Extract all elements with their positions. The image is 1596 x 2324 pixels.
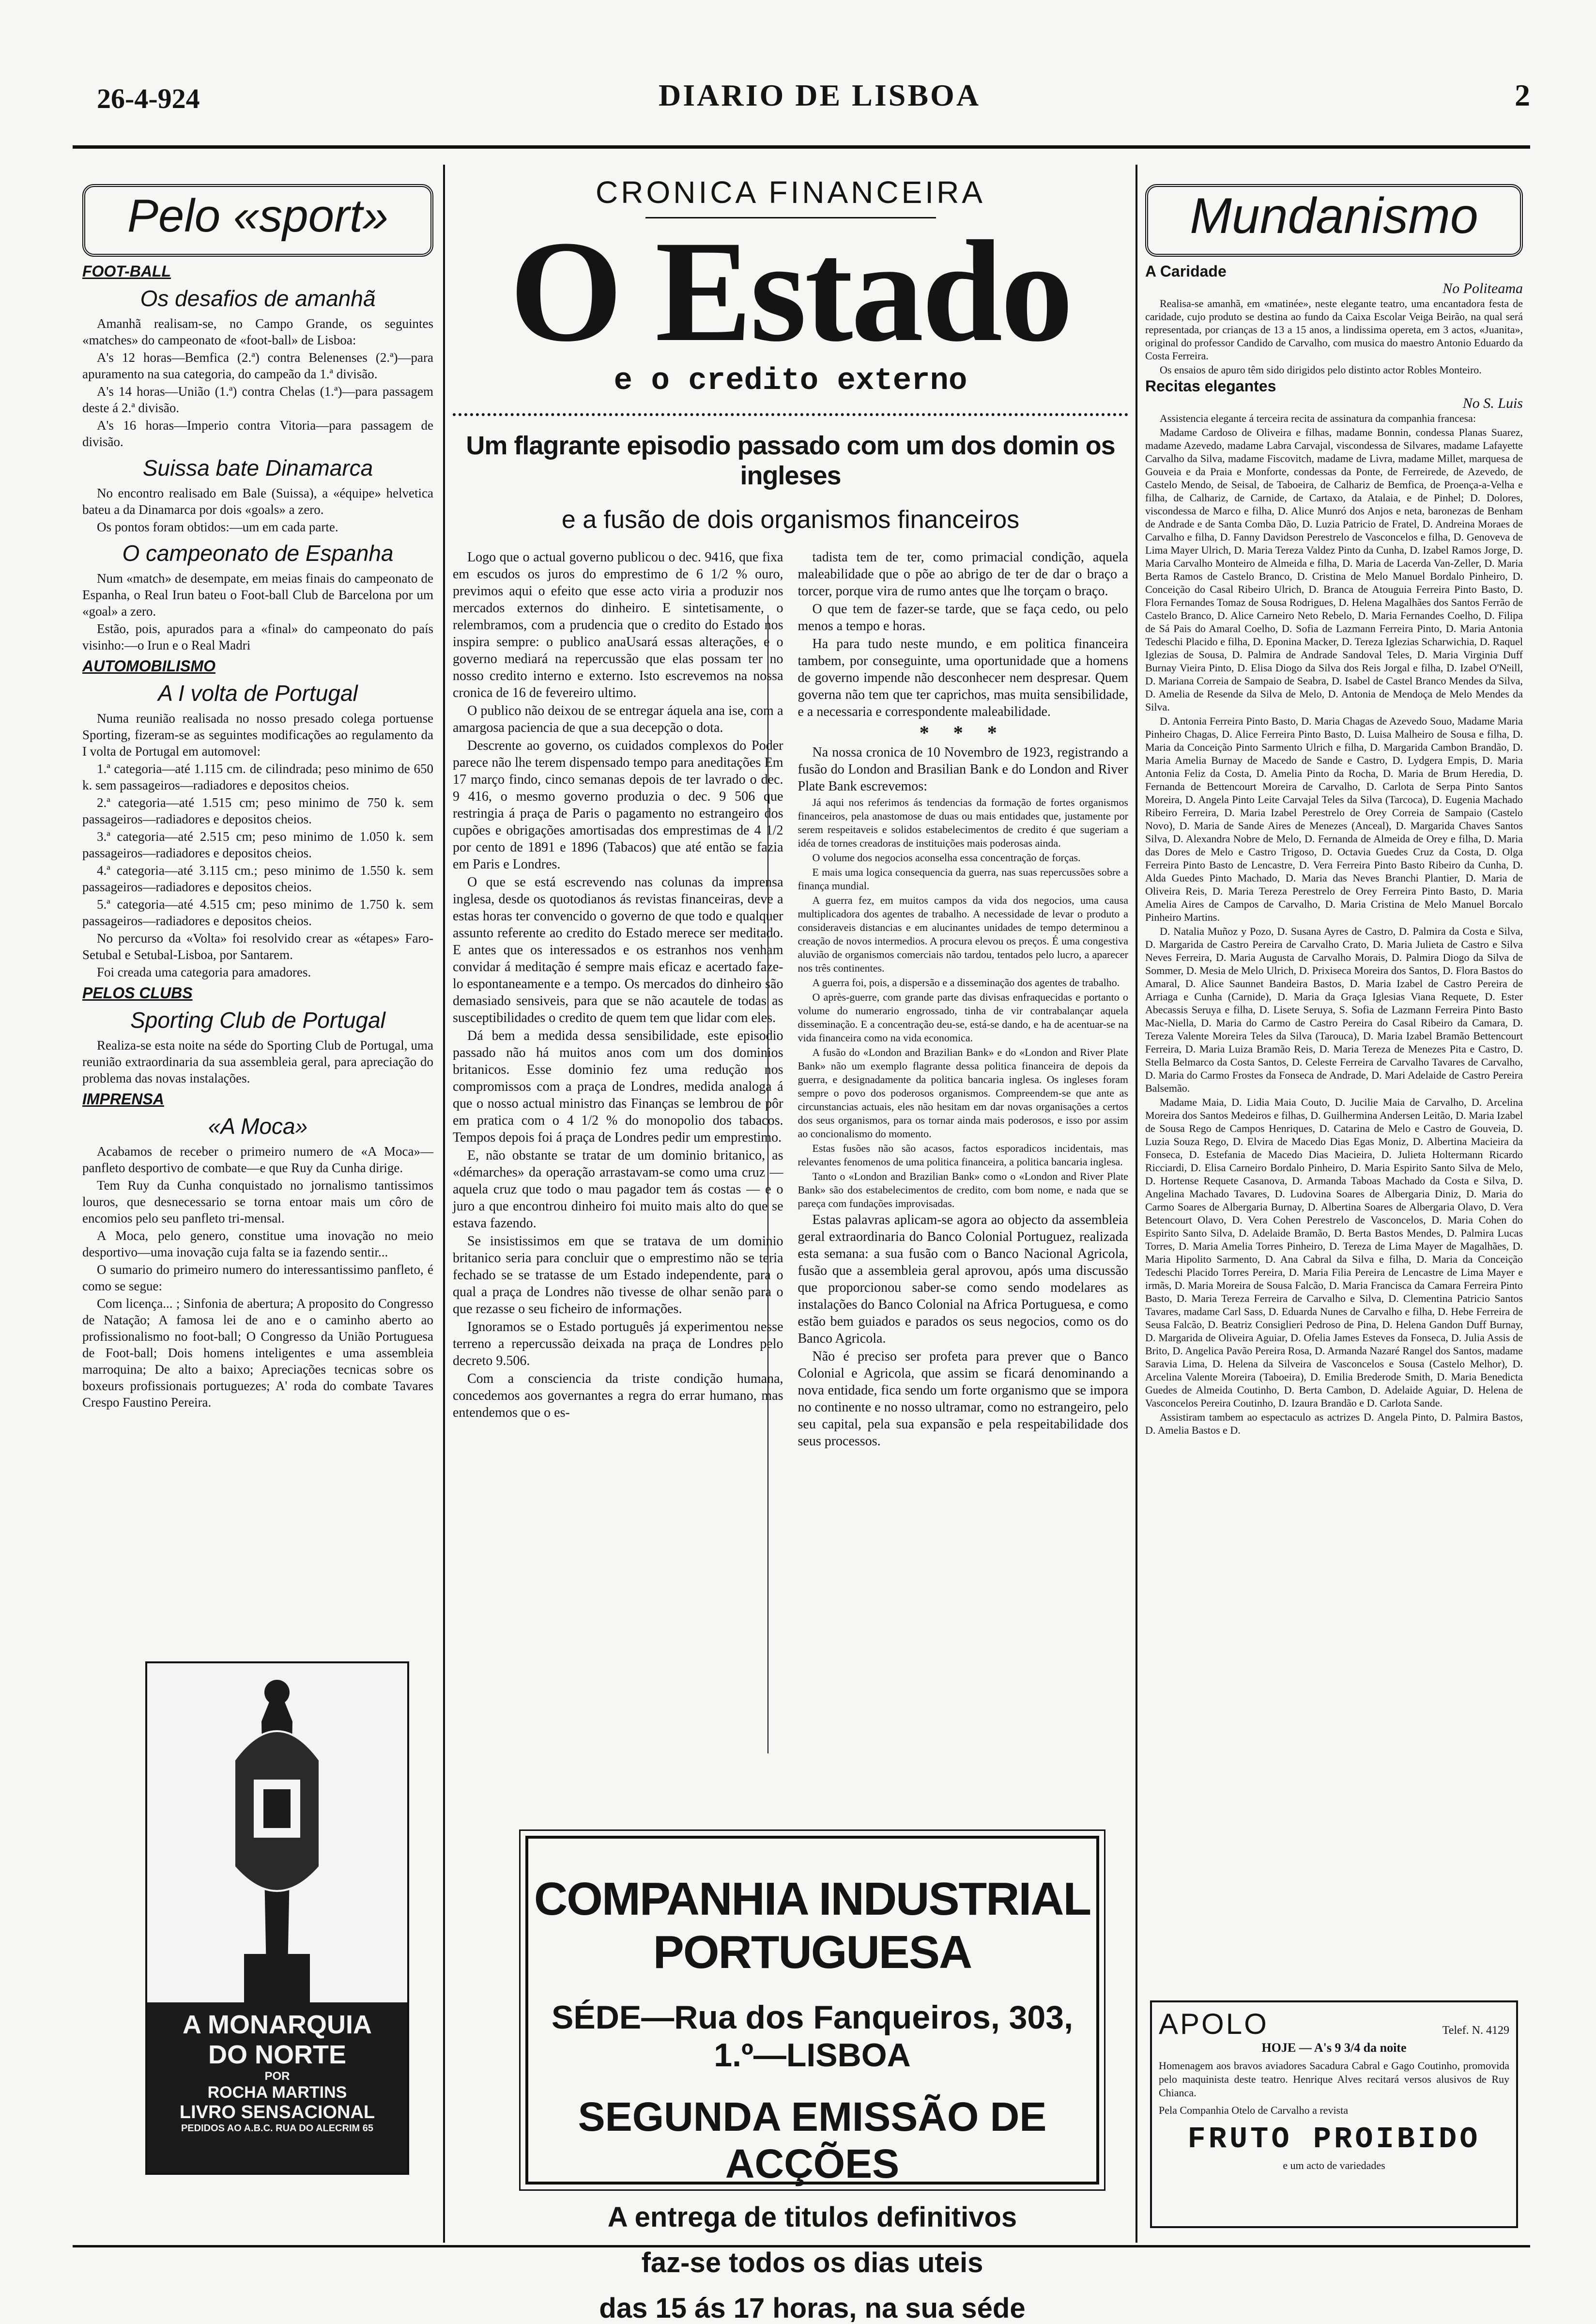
article-paragraph: Com a consciencia da triste condição humana, concedemos aos governantes a regra do errar humano, mas entendemos que o es-	[453, 1371, 783, 1420]
article-paragraph: Na nossa cronica de 10 Novembro de 1923, registrando a fusão do London and Brasilian Bank e do London and River Plate Bank escrevemos:	[798, 745, 1128, 794]
company-advert	[525, 1836, 1099, 2324]
advert-address: SÉDE—Rua dos Fanqueiros, 303, 1.º—LISBOA	[552, 1999, 1073, 2074]
article-paragraph: Os pontos foram obtidos:—um em cada parte.	[97, 520, 338, 534]
section-clubs: PELOS CLUBS	[82, 984, 193, 1002]
article-paragraph: Ha para tudo neste mundo, e em politica financeira tambem, por conseguinte, uma oportunidade que a homens de governo impende não desconhecer nem despresar. Quem governa não tem que ter caprichos, mas muita sensibilidade, e a necessaria e correspondente maleabilidade.	[798, 636, 1128, 719]
society-column	[1145, 184, 1523, 1937]
apolo-text-2: Pela Companhia Otelo de Carvalho a revista	[1159, 2104, 1348, 2116]
article-paragraph: Estão, pois, apurados para a «final» do campeonato do país visinho:—o Irun e o Real Madri	[82, 621, 433, 652]
society-box-title: Mundanismo	[1145, 184, 1523, 257]
article-paragraph: Estas palavras aplicam-se agora ao objecto da assembleia geral extraordinaria do Banco Colonial Portuguez, realizada esta semana: a sua fusão com o Banco Nacional Agricola, fusão que a assembleia geral aprovou, após uma discussão que proporcionou saber-se como sendo modelares as instalações do Banco Colonial na Africa Portuguesa, e como estão bem guiados e parados os seus negocios, como os do Banco Agricola.	[798, 1212, 1128, 1346]
article-paragraph: O que se está escrevendo nas colunas da imprensa inglesa, desde os quotodianos ás revistas financeiras, deve a estas horas ter convencido o governo de que todo e qualquer assunto referente ao credito do Estado merece ser meditado. E antes que os interessados e os estranhos nos venham convidar á meditação é sempre mais eficaz e acertado faze-lo espontaneamente e a tempo. Os mercados do dinheiro são demasiado sensiveis, para que se não acautele de todas as susceptibilidades o credito de quem tem que lidar com eles.	[453, 875, 783, 1025]
quote-paragraph: A fusão do «London and Brazilian Bank» e do «London and River Plate Bank» não um exemplo flagrante dessa politica financeira de depois da guerra, e designadamente da politica bancaria inglesa. Os ingleses foram sempre o povo dos poderosos organismos. Compreendem-se que ante as circunstancias actuais, eles não hesitam em dar novas organisações a certos dos seus organismos, para os tornar ainda mais poderosos, e isso por assim ao concionalismo do momento.	[798, 1046, 1128, 1140]
apolo-text-3: e um acto de variedades	[1283, 2159, 1385, 2171]
quote-paragraph: A guerra foi, pois, a dispersão e a disseminação dos agentes de trabalho.	[812, 976, 1120, 989]
quote-paragraph: E mais uma logica consequencia da guerra, nas suas repercussões sobre a finança mundial.	[798, 866, 1128, 892]
apolo-text-1: Homenagem aos bravos aviadores Sacadura Cabral e Gago Coutinho, promovida pelo maquinista deste teatro. Henrique Alves recitará versos alusivos de Ruy Chianca.	[1159, 2060, 1509, 2099]
quote-paragraph: O volume dos negocios aconselha essa concentração de forças.	[812, 852, 1081, 864]
article-paragraph: Realiza-se esta noite na séde do Sporting Club de Portugal, uma reunião extraordinaria da sua assembleia geral, para apreciação do problema das novas instalações.	[82, 1038, 433, 1085]
advert-line-4: A entrega de titulos definitivos	[607, 2201, 1017, 2233]
article-paragraph: 5.ª categoria—até 4.515 cm; peso minimo de 1.750 k. sem passageiros—radiadores e depositos cheios.	[82, 897, 433, 928]
quote-paragraph: Tanto o «London and Brazilian Bank» como o «London and River Plate Bank» são dos estabelecimentos de credito, com bom nome, e nada que se pareça com fundações improvisadas.	[798, 1170, 1128, 1209]
article-paragraph: Não é preciso ser profeta para prever que o Banco Colonial e Agricola, que assim se ficará denominando a nova entidade, fica sendo um forte organismo que se impora no continente e no nosso ultramar, como no estrangeiro, pelo seu capital, pela sua expansão e pela respeitabilidade dos seus processos.	[798, 1349, 1128, 1449]
article-paragraph: No encontro realisado em Bale (Suissa), a «équipe» helvetica bateu a da Dinamarca por dois «goals» a zero.	[82, 486, 433, 517]
monument-illustration	[147, 1663, 407, 2002]
apolo-play-title: FRUTO PROIBIDO	[1187, 2122, 1481, 2156]
article-paragraph: 1.ª categoria—até 1.115 cm. de cilindrada; peso minimo de 650 k. sem passageiros—radiadores e depositos cheios.	[82, 761, 433, 792]
page-number: 2	[1515, 78, 1530, 112]
column-rule-right	[1136, 165, 1137, 2243]
article-paragraph: Com licença... ; Sinfonia de abertura; A proposito do Congresso de Natação; A famosa lei de ano e o caminho aberto ao profissionalismo no foot-ball; O Congresso da União Portuguesa de Foot-ball; Dois homens inteligentes e uma assembleia marroquina; De alto a baixo; Apreciações tecnicas sobre os boxeurs profissionais portuguezes; A' roda do combate Tavares Crespo Faustino Pereira.	[82, 1296, 433, 1410]
advert-emission: SEGUNDA EMISSÃO DE ACÇÕES	[578, 2094, 1047, 2186]
apolo-header	[1159, 2007, 1509, 2041]
financial-chronicle	[453, 174, 1128, 1763]
article-paragraph: Ignoramos se o Estado português já experimentou nesse terreno a repercussão deixada na praça de Londres pelo decreto 9.506.	[453, 1319, 783, 1368]
advert-line-5: faz-se todos os dias uteis	[641, 2247, 983, 2278]
chronicle-kicker: CRONICA FINANCEIRA	[596, 175, 985, 210]
book-poster	[145, 1661, 409, 2175]
article-paragraph: A's 16 horas—Imperio contra Vitoria—para passagem de divisão.	[82, 418, 433, 449]
article-paragraph: Os ensaios de apuro têm sido dirigidos pelo distinto actor Robles Monteiro.	[1160, 364, 1482, 376]
article-paragraph: No percurso da «Volta» foi resolvido crear as «étapes» Faro-Setubal e Setubal-Lisboa, por Santarem.	[82, 931, 433, 962]
article-paragraph: Madame Maia, D. Lidia Maia Couto, D. Jucilie Maia de Carvalho, D. Arcelina Moreira dos Santos Medeiros e filhas, D. Guilhermina Andersen Leitão, D. Maria Izabel de Sousa Rego de Campos Henriques, D. Catarina de Melo e Castro de Gouveia, D. Luzia Souza Rego, D. Elvira de Macedo Dias Egas Moniz, D. Albertina Macieira da Fonseca, D. Estefania de Macedo Dias Macieira, D. Julieta Holtermann Ricardo Ricciardi, D. Elisa Carneiro Bordalo Pinheiro, D. Maria Espirito Santo Silva de Melo, D. Hortense Requete Casanova, D. Armanda Taboas Machado da Costa e Silva, D. Angelina Machado Tavares, D. Ludovina Soares de Albergaria Diniz, D. Maria do Carmo Soares de Albergaria Burnay, D. Albertina Soares de Albergaria Olavo, D. Vera Betencourt Olavo, D. Vera Cohen Perestrelo de Vasconcelos, D. Maria Cohen do Espirito Santo Silva, D. Adelaide Bramão, D. Berta Bastos Mendes, D. Palmira Lucas Torres, D. Maria Amelia Torres Pinheiro, D. Tereza de Lima Mayer de Magalhães, D. Maria Hipolito Sarmento, D. Ana Cabral da Silva e filha, D. Maria da Conceição Tedeschi Placido Torres Pereira, D. Maria Filia Pereira de Lencastre de Lima Mayer e irmãs, D. Maria Moreira de Sousa Falcão, D. Maria Francisca da Camara Ferreira Pinto Basto, D. Maria Tereza Ferreira de Carvalho e Silva, D. Clementina Patricio Santos Tavares, madame Carl Sass, D. Eduarda Nunes de Carvalho e filha, D. Hebe Ferreira de Seusa Falcão, D. Beatriz Consiglieri Pedroso de Pina, D. Helena Gandon Duff Burnay, D. Margarida de Oliveira Aguiar, D. Ofelia James Esteves da Fonseca, D. Julia Assis de Brito, D. Angelica Pavão Pereira Rosa, D. Armanda Nazaré Rangel dos Santos, madame Saravia Lima, D. Helena da Silveira de Vasconcelos e Sousa (Castelo Melhor), D. Arcelina Valente Moreira (Taboeira), D. Emilia Brederode Smith, D. Maria Benedicta Guedes de Almeida Coutinho, D. Berta Cambon, D. Adelaide Aguiar, D. Helena de Vasconcelos Pereira Coutinho, D. Izaura Brandão e D. Carlota Sande.	[1145, 1096, 1523, 1409]
section-stars: * * *	[919, 722, 1007, 744]
article-paragraph: Descrente ao governo, os cuidados complexos do Poder parece não lhe terem dispensado tempo para aneditações Em 17 março findo, cinco semanas depois de ter lavrado o dec. 9 416, o mesmo governo produzia o dec. 9 506 que restringia á praça de Paris o pagamento no estrangeiro dos cupões e obrigações amortisadas dos emprestimas de 4 1/2 por cento de 1891 e 1896 (Tabacos) que até então se fazia em Paris e Londres.	[453, 738, 783, 872]
sport-column	[82, 184, 433, 1589]
chronicle-left-text	[453, 549, 783, 1451]
society-subhead-charity: A Caridade	[1145, 263, 1227, 280]
article-paragraph: Num «match» de desempate, em meias finais do campeonato de Espanha, o Real Irun bateu o Foot-ball Club de Barcelona por um «goal» a zero.	[82, 571, 433, 619]
apolo-theatre-ad	[1150, 2000, 1518, 2228]
poster-author: ROCHA MARTINS	[207, 2083, 347, 2102]
section-imprensa: IMPRENSA	[82, 1090, 164, 1108]
chronicle-right-text	[798, 549, 1129, 1451]
advert-line-6: das 15 ás 17 horas, na sua séde	[599, 2293, 1026, 2324]
quote-paragraph: O après-guerre, com grande parte das divisas enfraquecidas e portanto o volume do numerario engrossado, tinha de vir contrabalançar aquela disseminação. E a concentração deu-se, está-se dando, e ha de acentuar-se na vida financeira como na vida economica.	[798, 991, 1128, 1044]
chronicle-subtitle: e o credito externo	[614, 364, 967, 399]
article-paragraph: 4.ª categoria—até 3.115 cm.; peso minimo de 1.550 k. sem passageiros—radiadores e depositos cheios.	[82, 863, 433, 894]
article-paragraph: Amanhã realisam-se, no Campo Grande, os seguintes «matches» do campeonato de «foot-ball» de Lisboa:	[82, 316, 433, 347]
article-paragraph: Madame Cardoso de Oliveira e filhas, madame Bonnin, condessa Planas Suarez, madame Azevedo, madame Labra Carvajal, viscondessa de Silvares, madame Lafayette Carvalho da Silva, madame Fiscovitch, madame de Livra, madame Millet, marquesa de Gouveia e da Praia e Monforte, condessas da Ponte, de Ferreirede, de Azevedo, de Castelo Mendo, de Seisal, de Taboeira, de Calhariz de Bemfica, de Proença-a-Velha e filha, de Calhariz, de Carnide, de Cartaxo, da Atalaia, e de Pinhel; D. Dolores, viscondessa de Marco e filha, D. Alice Munró dos Anjos e neta, baronezas de Benham de Andrade e de Santa Comba Dão, D. Luzia Patricio de Fratel, D. Andreina Moraes de Carvalho e filha, D. Fanny Davidson Perestrelo de Vasconcelos e filha, D. Genoveva de Lima Mayer Ulrich, D. Maria Tereza Valdez Pinto da Cunha, D. Izabel Ramos Jorge, D. Maria Carvalho Monteiro de Almeida e filha, D. Maria de Lacerda Van-Zeller, D. Maria Berta Ramos de Castelo Branco, D. Cristina de Melo Manuel Bordalo Pinheiro, D. Conceição do Casal Ribeiro Ulrich, D. Branca de Atouguia Ferreira Pinto Basto, D. Flora Fernandes Tomaz de Sousa Rodrigues, D. Helena Magalhães dos Santos Ferrão de Castelo Branco, D. Alice Carneiro Neto Rebelo, D. Maria Fernandes Coelho, D. Filipa de Sá Pais do Amaral Coelho, D. Sofia de Lazmann Ferreira Pinto, D. Maria Antonia Tedeschi Placido e filha, D. Eponina Macker, D. Tereza Iglezias Scharwichia, D. Raquel Iglezias de Sousa, D. Palmira de Andrade Sandoval Teles, D. Maria Virginia Duff Burnay Vieira Pinto, D. Elisa Diogo da Silva dos Reis Jorgal e filha, D. Izabel O'Neill, D. Mariana Correia de Sampaio de Seabra, D. Isabel de Castel Branco Mendes da Silva, D. Amelia de Resende da Silva de Melo, D. Antonia de Mendoça de Melo Mendes da Silva.	[1145, 426, 1523, 713]
quote-paragraph: A guerra fez, em muitos campos da vida dos negocios, uma causa multiplicadora dos agentes de trabalho. A necessidade de levar o produto a consideraveis distancias e em alucinantes unidades de tempo determinou a creação de novos intermedios. A procura elevou os preços. É uma congestiva aluvião de organismos comerciais não tardou, tentados pelo lucro, a aparecer nos três continentes.	[798, 894, 1128, 974]
poster-title-2: DO NORTE	[208, 2040, 346, 2069]
article-paragraph: O que tem de fazer-se tarde, que se faça cedo, ou pelo menos a tempo e horas.	[798, 602, 1128, 634]
article-paragraph: A's 14 horas—União (1.ª) contra Chelas (1.ª)—para passagem deste á 2.ª divisão.	[82, 384, 433, 415]
poster-tagline: LIVRO SENSACIONAL	[179, 2102, 375, 2123]
article-paragraph: tadista tem de ter, como primacial condição, aquela maleabilidade que o põe ao abrigo de ter de dar o braço a torcer, porque vira de rumo antes que lhe torçam o braço.	[798, 550, 1128, 599]
chronicle-body	[453, 549, 1128, 1451]
headline-sporting: Sporting Club de Portugal	[130, 1007, 385, 1033]
poster-orders: PEDIDOS AO A.B.C. RUA DO ALECRIM 65	[181, 2123, 374, 2134]
society-subhead-recitals: Recitas elegantes	[1145, 377, 1276, 395]
headline-suissa: Suissa bate Dinamarca	[142, 455, 373, 480]
article-paragraph: Realisa-se amanhã, em «matinée», neste elegante teatro, uma encantadora festa de caridade, cujo produto se destina ao fundo da Caixa Escolar Veiga Beirão, na qual será representada, por crianças de 13 a 15 anos, a lindissima opereta, em 3 actos, «Juanita», original do professor Candido de Carvalho, com musica do maestro Antonio Eduardo da Costa Ferreira.	[1145, 297, 1523, 362]
society-byline-2: No S. Luis	[1462, 395, 1523, 411]
headline-espanha: O campeonato de Espanha	[122, 541, 394, 566]
article-paragraph: 3.ª categoria—até 2.515 cm; peso minimo de 1.050 k. sem passageiros—radiadores e depositos cheios.	[82, 829, 433, 860]
article-paragraph: 2.ª categoria—até 1.515 cm; peso minimo de 750 k. sem passageiros—radiadores e depositos cheios.	[82, 795, 433, 826]
society-byline-1: No Politeama	[1443, 280, 1523, 296]
apolo-name: APOLO	[1159, 2008, 1269, 2040]
apolo-phone: Telef. N. 4129	[1442, 2024, 1509, 2037]
article-paragraph: Foi creada uma categoria para amadores.	[97, 965, 311, 979]
poster-by: POR	[264, 2070, 290, 2083]
article-paragraph: D. Natalia Muñoz y Pozo, D. Susana Ayres de Castro, D. Palmira da Costa e Silva, D. Margarida de Castro Pereira de Carvalho Crato, D. Maria Julieta de Castro e Silva Neves Ferreira, D. Maria Augusta de Carvalho Morais, D. Palmira Diogo da Silva de Sommer, D. Mesia de Melo Ulrich, D. Prixiseca Moreira dos Santos, D. Flora Bastos do Amaral, D. Alice Saunnet Bandeira Bastos, D. Maria Izabel de Castro Pereira de Arriaga e Cunha (Carnide), D. Maria da Graça Iglesias Viana Requete, D. Ester Abecassis Seruya e filha, D. Lisete Seruya, S. Sofia de Lazmann Ferreira Pinto Basto Mac-Niella, D. Maria do Carmo de Castro Pereira do Casal Ribeiro da Camara, D. Tereza Valente Moreira Teles da Silva (Tarouca), D. Maria Izabel Bramão Bettencourt Ferreira, D. Maria Luiza Bramão Reis, D. Maria Tereza de Menezes Pita e Castro, D. Stella Belmarco da Costa Santos, D. Celeste Ferreira de Carvalho Tavares de Carvalho, D. Maria do Carmo Frostes da Fonseca de Andrade, D. Mari Adelaide de Castro Pereira Balsemão.	[1145, 925, 1523, 1094]
article-paragraph: A Moca, pelo genero, constitue uma inovação no meio desportivo—uma inovação cuja falta se ia fazendo sentir...	[82, 1228, 433, 1259]
article-paragraph: Numa reunião realisada no nosso presado colega portuense Sporting, fizeram-se as seguintes modificações ao regulamento da I volta de Portugal em automovel:	[82, 711, 433, 759]
column-rule-left	[443, 165, 445, 2243]
article-paragraph: Se insistissimos em que se tratava de um dominio britanico seria para concluir que o emprestimo não se teria fechado se se tratasse de um Estado independente, para o qual a praça de Londres não tivesse de olhar senão para o que rezasse o seu ficheiro de informações.	[453, 1234, 783, 1317]
quote-paragraph: Já aqui nos referimos ás tendencias da formação de fortes organismos financeiros, pela anastomose de duas ou mais entidades que, justamente por serem respeitaveis e solidos estabelecimentos de credito é que sugeriam a idéa de tornes creadoras de instituições mais poderosas ainda.	[798, 796, 1128, 849]
section-automobilismo: AUTOMOBILISMO	[82, 657, 215, 675]
poster-title-1: A MONARQUIA	[183, 2010, 372, 2039]
chronicle-lead-1: Um flagrante episodio passado com um dos domin os ingleses	[466, 431, 1115, 490]
advert-company: COMPANHIA INDUSTRIAL PORTUGUESA	[534, 1873, 1091, 1978]
article-paragraph: Dá bem a medida dessa sensibilidade, este episodio passado não há muitos anos com um dos dominios britanicos. Esse dominio fez uma redução nos compromissos com a praça de Londres, medida analoga á que o nosso actual ministro das Finanças se lembrou de pôr em pratica com o 4 1/2 % do monopolio dos tabacos. Tempos depois foi á praça de Londres pedir um emprestimo.	[453, 1028, 783, 1145]
headline-desafios: Os desafios de amanhã	[140, 286, 376, 311]
apolo-tonight: HOJE — A's 9 3/4 da noite	[1261, 2041, 1407, 2055]
newspaper-name: DIARIO DE LISBOA	[659, 78, 981, 112]
chronicle-title: O Estado	[509, 211, 1072, 372]
dotted-rule	[453, 413, 1128, 416]
article-paragraph: Assistencia elegante á terceira recita de assinatura da companhia francesa:	[1160, 412, 1476, 424]
chronicle-lead-2: e a fusão de dois organismos financeiros	[561, 506, 1020, 534]
masthead	[97, 77, 1530, 121]
article-paragraph: O publico não deixou de se entregar áquela ana ise, com a amargosa paciencia de que a sua decepção o dota.	[453, 703, 783, 735]
article-paragraph: Assistiram tambem ao espectaculo as actrizes D. Angela Pinto, D. Palmira Bastos, D. Amelia Bastos e D.	[1145, 1411, 1523, 1436]
sport-box-title: Pelo «sport»	[82, 184, 433, 257]
article-paragraph: O sumario do primeiro numero do interessantissimo panfleto, é como se segue:	[82, 1262, 433, 1293]
article-paragraph: Logo que o actual governo publicou o dec. 9416, que fixa em escudos os juros do emprestimo de 6 1/2 % ouro, previmos aqui o efeito que esse acto viria a produzir nos mercados externos do dinheiro. E sintetisamente, o relembramos, com a prudencia que o credito do Estado nos inspira sempre: o publico anaUsará essas alterações, e o governo mediará na repercussão que elas possam ter no nosso credito interno e externo. Isto escrevemos na nossa cronica de 16 de fevereiro ultimo.	[453, 550, 783, 700]
article-paragraph: Acabamos de receber o primeiro numero de «A Moca»—panfleto desportivo de combate—e que Ruy da Cunha dirige.	[82, 1144, 433, 1175]
section-football: FOOT-BALL	[82, 263, 171, 280]
headline-volta: A I volta de Portugal	[158, 681, 358, 706]
article-paragraph: E, não obstante se tratar de um dominio britanico, as «démarches» da operação arrastavam-se como uma cruz — aquela cruz que todo o mau pagador tem ás costas — e o juro a que encontrou dinheiro foi muito mais alto do que se estava fazendo.	[453, 1148, 783, 1231]
quote-paragraph: Estas fusões não são acasos, factos esporadicos incidentais, mas relevantes fenomenos de uma politica financeira, a politica bancaria inglesa.	[798, 1142, 1128, 1168]
article-paragraph: Tem Ruy da Cunha conquistado no jornalismo tantissimos louros, que desnecessario se torna entoar mais um côro de encomios pelo seu panfleto tri-mensal.	[82, 1178, 433, 1225]
issue-date: 26-4-924	[97, 83, 200, 114]
headline-moca: «A Moca»	[208, 1114, 308, 1139]
article-paragraph: D. Antonia Ferreira Pinto Basto, D. Maria Chagas de Azevedo Souo, Madame Maria Pinheiro Chagas, D. Alice Ferreira Pinto Basto, D. Luisa Malheiro de Sousa e filha, D. Maria da Conceição Pinto Sarmento Ulrich e filha, D. Margarida Cambon Brandão, D. Maria Amelia Burnay de Macedo de Sande e Castro, D. Lydgera Empis, D. Maria Antonia Feliz da Costa, D. Amelia Pinto da Rocha, D. Maria de Brum Heredia, D. Fernanda de Bettencourt Moreira de Carvalho, D. Carlota de Serpa Pinto Santos Moreira, D. Angela Pinto Leite Carvajal Teles da Silva (Tarcoca), D. Eugenia Machado Ribeiro Ferreira, D. Maria Izabel Perestrelo de Orey Correia de Sampaio (Castelo Novo), D. Maria de Sande Aires de Menezes (Anceal), D. Margarida Chaves Santos Silva, D. Alexandra Nobre de Melo, D. Fernanda de Almeida de Orey e filha, D. Maria das Dores de Melo e Castro Trigoso, D. Octavia Guedes Cruz da Costa, D. Olga Ferreira Pinto Basto de Lencastre, D. Vera Ferreira Pinto Basto Ribeiro da Cunha, D. Alda Guedes Pinto Machado, D. Maria das Neves Branchi Plantier, D. Maria de Oliveira Reis, D. Maria Tereza Perestrelo de Orey Ferreira Pinto Basto, D. Maria Amelia Aires de Campos de Carvalho, D. Maria Cristina de Melo Manuel Borcalo Pinheiro Martins.	[1145, 715, 1523, 923]
article-paragraph: A's 12 horas—Bemfica (2.ª) contra Belenenses (2.ª)—para apuramento na sua categoria, do campeão da 1.ª divisão.	[82, 350, 433, 381]
